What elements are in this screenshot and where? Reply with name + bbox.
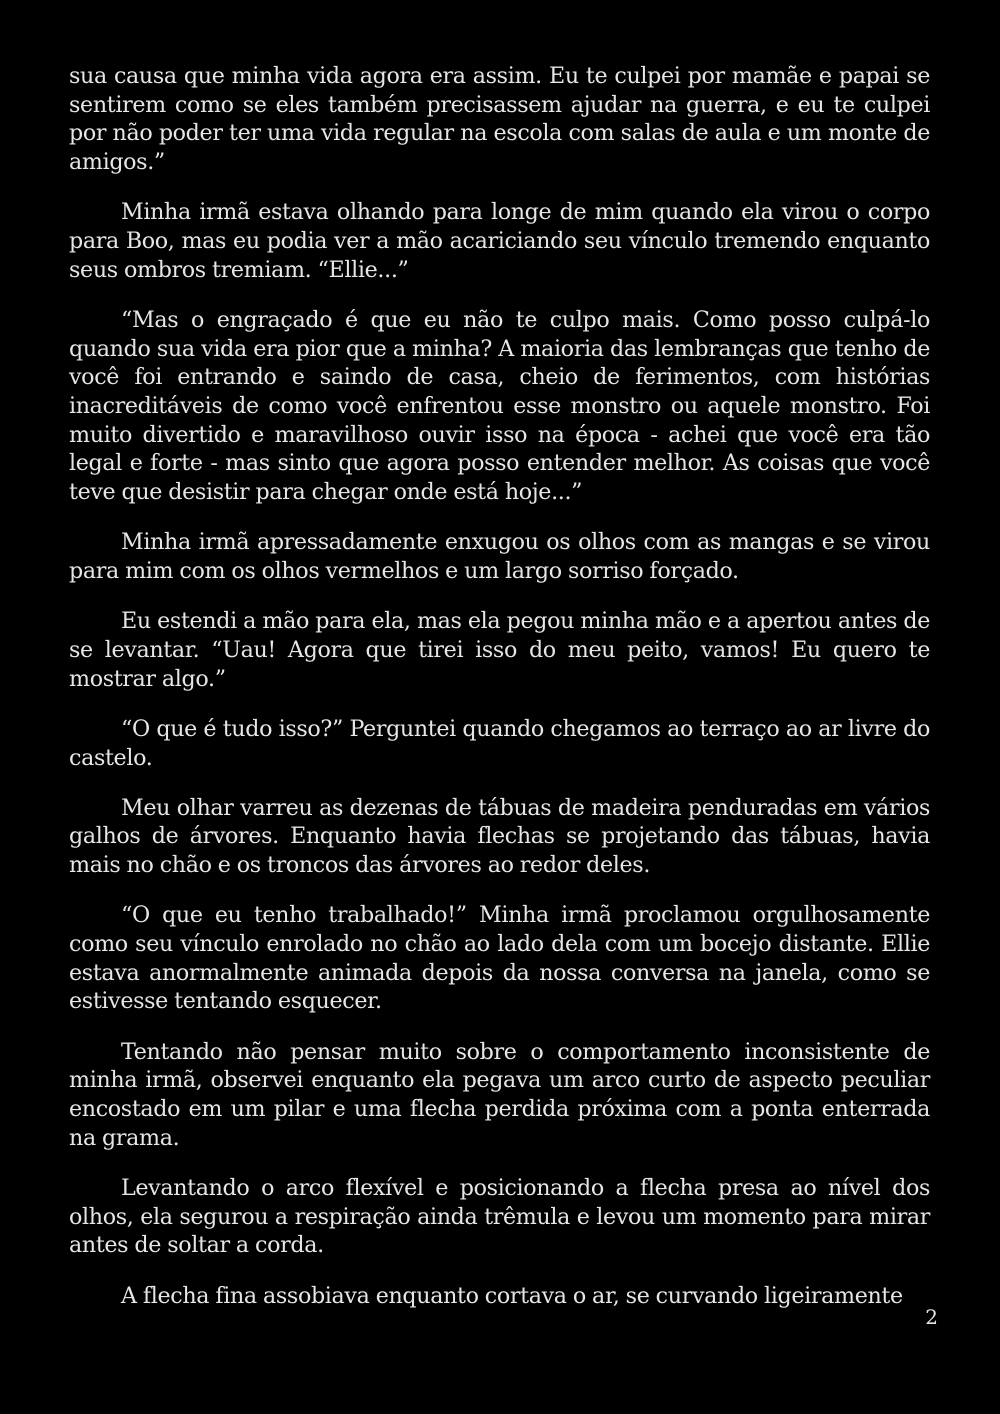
- paragraph: Minha irmã apressadamente enxugou os olhos com as mangas e se virou para mim com os olhos vermelhos e um largo sorriso forçado.: [69, 529, 930, 585]
- paragraph: “Mas o engraçado é que eu não te culpo mais. Como posso culpá-lo quando sua vida era pior que a minha? A maioria das lembranças que tenho de você foi entrando e saindo de casa, cheio de ferimentos, com histórias inacreditáveis de como você enfrentou esse monstro ou aquele monstro. Foi muito divertido e maravilhoso ouvir isso na época - achei que você era tão legal e forte - mas sinto que agora posso entender melhor. As coisas que você teve que desistir para chegar onde está hoje...”: [69, 306, 930, 506]
- paragraph: Eu estendi a mão para ela, mas ela pegou minha mão e a apertou antes de se levantar. “Uau! Agora que tirei isso do meu peito, vamos! Eu quero te mostrar algo.”: [69, 608, 930, 692]
- paragraph: A flecha fina assobiava enquanto cortava o ar, se curvando ligeiramente: [121, 1282, 903, 1309]
- paragraph: Levantando o arco flexível e posicionando a flecha presa ao nível dos olhos, ela segurou a respiração ainda trêmula e levou um momento para mirar antes de soltar a corda.: [69, 1175, 930, 1259]
- body-text: [69, 62, 930, 1310]
- page-number: 2: [925, 1305, 938, 1329]
- paragraph: Tentando não pensar muito sobre o comportamento inconsistente de minha irmã, observei enquanto ela pegava um arco curto de aspecto peculiar encostado em um pilar e uma flecha perdida próxima com a ponta enterrada na grama.: [69, 1038, 930, 1151]
- paragraph: Minha irmã estava olhando para longe de mim quando ela virou o corpo para Boo, mas eu podia ver a mão acariciando seu vínculo tremendo enquanto seus ombros tremiam. “Ellie...”: [69, 199, 930, 283]
- paragraph: “O que é tudo isso?” Perguntei quando chegamos ao terraço ao ar livre do castelo.: [69, 715, 930, 771]
- paragraph: sua causa que minha vida agora era assim. Eu te culpei por mamãe e papai se sentirem como se eles também precisassem ajudar na guerra, e eu te culpei por não poder ter uma vida regular na escola com salas de aula e um monte de amigos.”: [69, 63, 930, 176]
- paragraph: “O que eu tenho trabalhado!” Minha irmã proclamou orgulhosamente como seu vínculo enrolado no chão ao lado dela com um bocejo distante. Ellie estava anormalmente animada depois da nossa conversa na janela, como se estivesse tentando esquecer.: [69, 902, 930, 1015]
- paragraph: Meu olhar varreu as dezenas de tábuas de madeira penduradas em vários galhos de árvores. Enquanto havia flechas se projetando das tábuas, havia mais no chão e os troncos das árvores ao redor deles.: [69, 794, 930, 879]
